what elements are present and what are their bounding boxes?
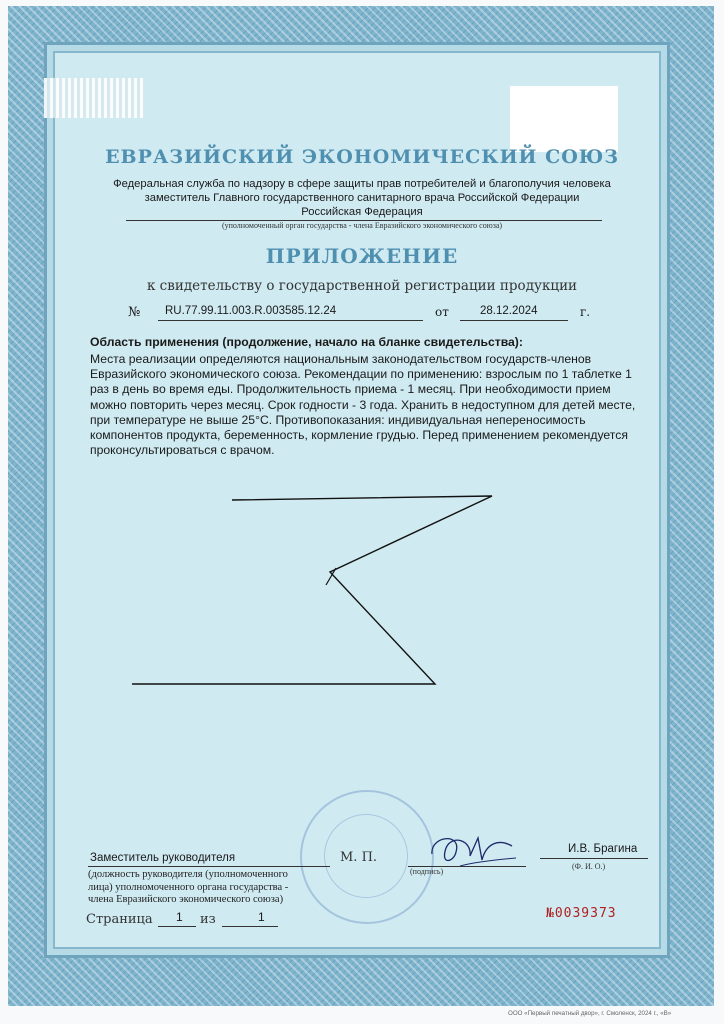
- signature-caption: (подпись): [410, 867, 444, 876]
- printer-imprint: ООО «Первый печатный двор», г. Смоленск, 2024 г., «В»: [508, 1010, 672, 1017]
- scope-line: проконсультироваться с врачом.: [90, 443, 275, 458]
- fio-caption: (Ф. И. О.): [572, 862, 606, 871]
- page-total-underline: [222, 926, 278, 927]
- signer-position: Заместитель руководителя: [90, 852, 236, 864]
- mp-label: М. П.: [340, 850, 378, 865]
- page-current-underline: [158, 926, 196, 927]
- scope-line: раз в день во время еды. Продолжительность приема - 1 месяц. При необходимости прием: [90, 382, 611, 397]
- signer-name: И.В. Брагина: [568, 843, 638, 855]
- appendix-title: ПРИЛОЖЕНИЕ: [265, 244, 459, 268]
- page-label: Страница: [86, 912, 153, 927]
- scope-heading: Область применения (продолжение, начало на бланке свидетельства):: [90, 335, 523, 349]
- page-total: 1: [258, 910, 265, 924]
- agency-line-3: Российская Федерация: [301, 206, 423, 218]
- position-caption: [88, 869, 288, 907]
- year-suffix: г.: [580, 305, 591, 319]
- position-caption-line: лица) уполномоченного органа государства -: [88, 881, 289, 893]
- appendix-subtitle: к свидетельству о государственной регистрации продукции: [146, 278, 578, 294]
- scope-line: Евразийского экономического союза. Рекомендации по применению: взрослым по 1 таблетке 1: [90, 367, 632, 382]
- union-title: ЕВРАЗИЙСКИЙ ЭКОНОМИЧЕСКИЙ СОЮЗ: [105, 146, 619, 168]
- agency-caption: (уполномоченный орган государства - члена Евразийского экономического союза): [221, 221, 503, 230]
- scope-line: можно повторить через месяц. Срок годности - 3 года. Хранить в недоступном для детей месте,: [90, 397, 636, 412]
- position-caption-line: (должность руководителя (уполномоченного: [88, 869, 288, 880]
- agency-line-1: Федеральная служба по надзору в сфере защиты прав потребителей и благополучия человека: [113, 178, 611, 190]
- number-label: №: [128, 305, 141, 320]
- position-underline: [88, 866, 330, 867]
- name-underline: [540, 858, 648, 859]
- scope-line: Места реализации определяются национальным законодательством государств-членов: [90, 352, 592, 366]
- certificate-number: RU.77.99.11.003.R.003585.12.24: [165, 305, 337, 317]
- blank-serial-number: №0039373: [546, 906, 617, 921]
- certificate-date: 28.12.2024: [480, 305, 538, 317]
- scope-line: при температуре не выше 25°С. Противопоказания: индивидуальная непереносимость: [90, 412, 586, 427]
- page-current: 1: [176, 910, 183, 924]
- position-caption-line: члена Евразийского экономического союза): [88, 894, 284, 905]
- from-label: от: [435, 305, 449, 319]
- agency-line-2: заместитель Главного государственного санитарного врача Российской Федерации: [144, 192, 580, 204]
- page-of-label: из: [200, 912, 216, 927]
- scope-line: компонентов продукта, беременность, кормление грудью. Перед применением рекомендуется: [90, 428, 628, 443]
